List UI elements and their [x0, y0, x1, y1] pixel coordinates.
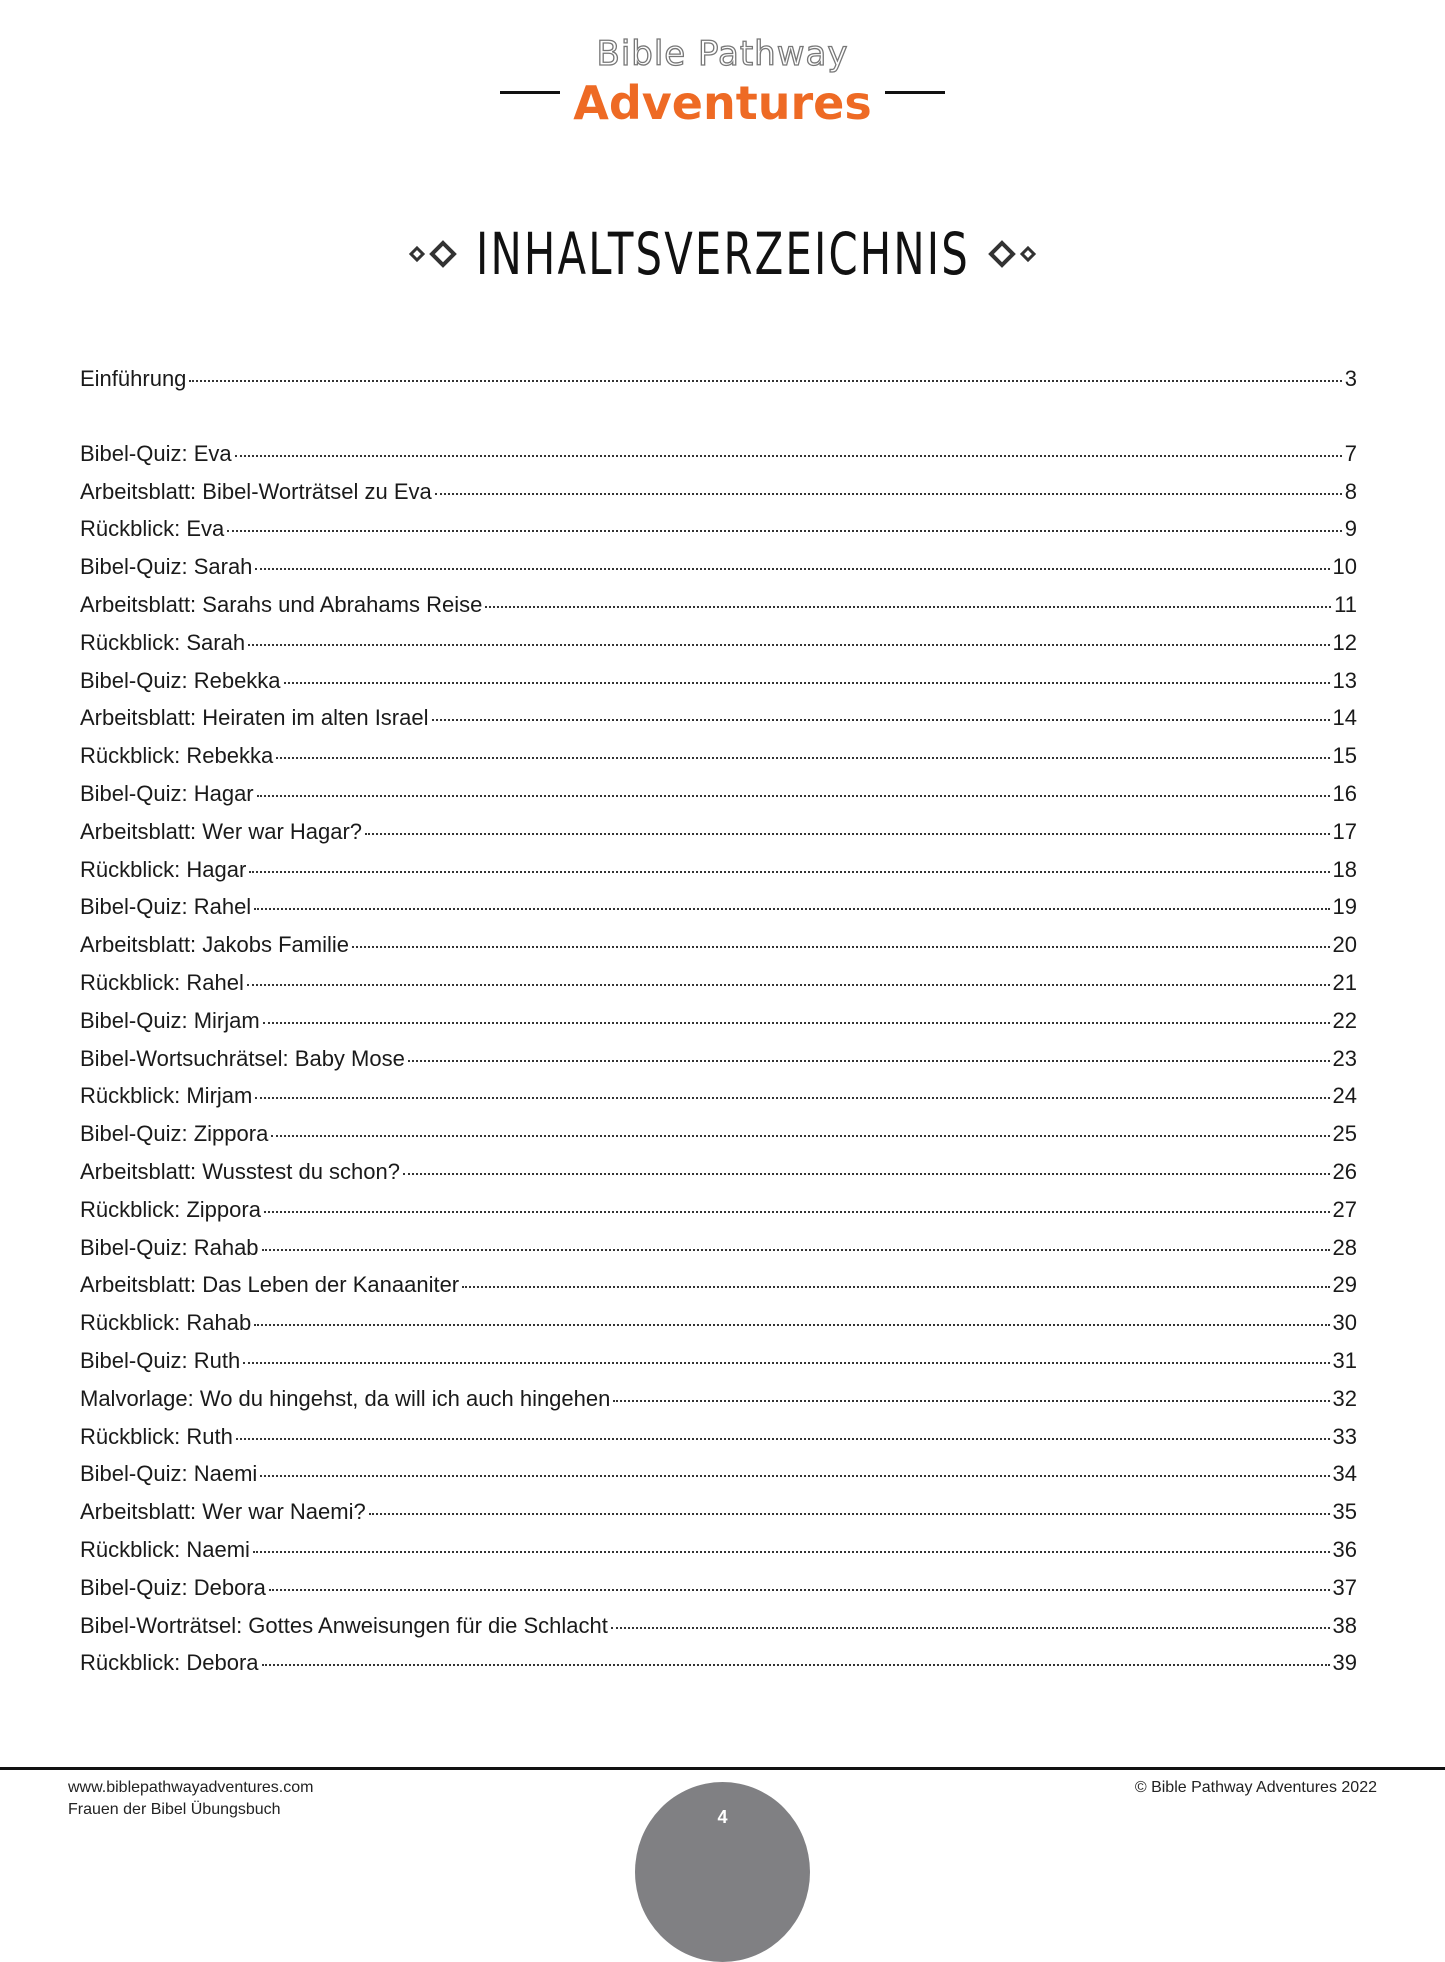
- toc-entry-page: 3: [1344, 366, 1357, 391]
- toc-entry-page: 23: [1332, 1045, 1357, 1071]
- toc-entry-label: Rückblick: Rahab: [80, 1310, 252, 1336]
- dot-leader: [435, 493, 1342, 495]
- dot-leader: [236, 1438, 1330, 1440]
- toc-entry-page: 8: [1344, 478, 1357, 504]
- toc-entry-label: Bibel-Wortsuchrätsel: Baby Mose: [80, 1045, 405, 1071]
- toc-entry[interactable]: [80, 970, 1357, 1008]
- toc-entry-label: Rückblick: Zippora: [80, 1196, 261, 1222]
- toc-entry-label: Arbeitsblatt: Wer war Hagar?: [80, 818, 363, 844]
- toc-entry-label: Rückblick: Ruth: [80, 1423, 233, 1449]
- toc-entry-label: Bibel-Quiz: Hagar: [80, 780, 254, 806]
- toc-entry[interactable]: [80, 592, 1357, 630]
- toc-entry-page: 15: [1332, 743, 1357, 769]
- page-title-block: [0, 220, 1445, 288]
- page-title: INHALTSVERZEICHNIS: [475, 220, 970, 288]
- toc-entry-page: 24: [1332, 1083, 1357, 1109]
- toc-entry-page: 29: [1332, 1272, 1357, 1298]
- toc-entry-page: 33: [1332, 1423, 1357, 1449]
- toc-entry-page: 17: [1332, 818, 1357, 844]
- dot-leader: [263, 1022, 1330, 1024]
- toc-entry-page: 10: [1332, 554, 1357, 580]
- toc-entry-page: 22: [1332, 1007, 1357, 1033]
- toc-entry-label: Bibel-Quiz: Rebekka: [80, 667, 281, 693]
- dot-leader: [260, 1475, 1329, 1477]
- dot-leader: [253, 1551, 1330, 1553]
- toc-entry-page: 16: [1332, 780, 1357, 806]
- dot-leader: [462, 1286, 1329, 1288]
- toc-entry[interactable]: [80, 819, 1357, 857]
- toc-entry-page: 38: [1332, 1612, 1357, 1638]
- toc-entry-page: 35: [1332, 1499, 1357, 1525]
- toc-entry-page: 13: [1332, 667, 1357, 693]
- dot-leader: [249, 871, 1329, 873]
- toc-entry-intro[interactable]: [80, 366, 1357, 404]
- toc-entry-label: Rückblick: Rahel: [80, 969, 244, 995]
- toc-entry-page: 31: [1332, 1347, 1357, 1373]
- toc-entry-label: Rückblick: Debora: [80, 1650, 259, 1676]
- dot-leader: [189, 380, 1341, 382]
- toc-entry[interactable]: [80, 705, 1357, 743]
- footer-copyright: © Bible Pathway Adventures 2022: [1134, 1779, 1377, 1796]
- toc-entry[interactable]: [80, 1046, 1357, 1084]
- toc-entry-page: 36: [1332, 1536, 1357, 1562]
- toc-entry-label: Bibel-Quiz: Eva: [80, 440, 232, 466]
- toc-entry-label: Rückblick: Naemi: [80, 1536, 250, 1562]
- dot-leader: [257, 795, 1330, 797]
- toc-entry[interactable]: [80, 1424, 1357, 1462]
- toc-entry-page: 27: [1332, 1196, 1357, 1222]
- page-number: 4: [717, 1807, 728, 1827]
- dot-leader: [403, 1173, 1330, 1175]
- toc-entry-page: 14: [1332, 705, 1357, 731]
- toc-entry[interactable]: [80, 1650, 1357, 1688]
- toc-entry-page: 19: [1332, 894, 1357, 920]
- toc-entry-page: 34: [1332, 1461, 1357, 1487]
- toc-entry-page: 20: [1332, 932, 1357, 958]
- dot-leader: [408, 1060, 1330, 1062]
- toc-entry[interactable]: [80, 441, 1357, 479]
- dot-leader: [276, 757, 1329, 759]
- toc-entry[interactable]: [80, 630, 1357, 668]
- toc-entry-label: Bibel-Quiz: Naemi: [80, 1461, 258, 1487]
- toc-entry[interactable]: [80, 1008, 1357, 1046]
- dot-leader: [247, 984, 1330, 986]
- toc-entry[interactable]: [80, 1083, 1357, 1121]
- toc-entry-page: 7: [1344, 440, 1357, 466]
- toc-entry-page: 26: [1332, 1158, 1357, 1184]
- toc-entry-label: Bibel-Quiz: Sarah: [80, 554, 253, 580]
- toc-entry[interactable]: [80, 894, 1357, 932]
- toc-entry-label: Einführung: [80, 366, 187, 391]
- toc-entry-label: Bibel-Quiz: Zippora: [80, 1121, 269, 1147]
- dot-leader: [255, 568, 1329, 570]
- toc-entry[interactable]: [80, 1499, 1357, 1537]
- toc-entry[interactable]: [80, 1310, 1357, 1348]
- dot-leader: [262, 1664, 1330, 1666]
- toc-entry-page: 18: [1332, 856, 1357, 882]
- table-of-contents: [80, 366, 1357, 1688]
- dot-leader: [613, 1400, 1329, 1402]
- toc-entry-label: Bibel-Quiz: Ruth: [80, 1347, 241, 1373]
- toc-entry-page: 21: [1332, 969, 1357, 995]
- toc-entry-label: Arbeitsblatt: Das Leben der Kanaaniter: [80, 1272, 460, 1298]
- toc-entry-label: Rückblick: Hagar: [80, 856, 247, 882]
- toc-entry-label: Rückblick: Mirjam: [80, 1083, 253, 1109]
- dot-leader: [369, 1513, 1330, 1515]
- dot-leader: [271, 1135, 1329, 1137]
- toc-entry-label: Bibel-Quiz: Mirjam: [80, 1007, 260, 1033]
- dot-leader: [485, 606, 1331, 608]
- toc-entry-label: Arbeitsblatt: Jakobs Familie: [80, 932, 349, 958]
- dot-leader: [254, 1324, 1329, 1326]
- dot-leader: [254, 908, 1329, 910]
- toc-entry-label: Arbeitsblatt: Heiraten im alten Israel: [80, 705, 429, 731]
- logo-line2: Adventures: [573, 76, 872, 130]
- toc-entry[interactable]: [80, 1272, 1357, 1310]
- toc-entry-page: 11: [1334, 591, 1357, 617]
- footer-rule: [0, 1767, 1445, 1770]
- toc-entry[interactable]: [80, 781, 1357, 819]
- dot-leader: [365, 833, 1329, 835]
- diamond-ornament-icon: [980, 239, 1040, 269]
- toc-entry-page: 25: [1332, 1121, 1357, 1147]
- toc-entry[interactable]: [80, 1197, 1357, 1235]
- toc-entry[interactable]: [80, 932, 1357, 970]
- toc-entry-page: 30: [1332, 1310, 1357, 1336]
- dot-leader: [352, 946, 1330, 948]
- dot-leader: [248, 644, 1329, 646]
- toc-entry-label: Rückblick: Sarah: [80, 629, 246, 655]
- toc-entry-page: 39: [1332, 1650, 1357, 1676]
- toc-entry-label: Arbeitsblatt: Wusstest du schon?: [80, 1158, 400, 1184]
- toc-entry[interactable]: [80, 743, 1357, 781]
- dot-leader: [284, 682, 1330, 684]
- logo-line1: Bible Pathway: [596, 34, 849, 74]
- toc-entry-page: 37: [1332, 1574, 1357, 1600]
- toc-entry[interactable]: [80, 1613, 1357, 1651]
- toc-entry[interactable]: [80, 1121, 1357, 1159]
- footer-website[interactable]: www.biblepathwayadventures.com: [68, 1779, 314, 1796]
- dot-leader: [262, 1249, 1330, 1251]
- toc-entry[interactable]: [80, 1461, 1357, 1499]
- toc-entry[interactable]: [80, 1348, 1357, 1386]
- dot-leader: [264, 1211, 1330, 1213]
- dot-leader: [611, 1627, 1330, 1629]
- toc-entry[interactable]: [80, 668, 1357, 706]
- toc-entry[interactable]: [80, 554, 1357, 592]
- toc-entry[interactable]: [80, 1537, 1357, 1575]
- toc-entry[interactable]: [80, 857, 1357, 895]
- dot-leader: [235, 455, 1342, 457]
- toc-entry-page: 9: [1344, 516, 1357, 542]
- toc-entry-label: Arbeitsblatt: Bibel-Worträtsel zu Eva: [80, 478, 432, 504]
- toc-entry-label: Malvorlage: Wo du hingehst, da will ich auch hingehen: [80, 1385, 611, 1411]
- footer-book-title: Frauen der Bibel Übungsbuch: [68, 1801, 281, 1818]
- toc-entry[interactable]: [80, 1386, 1357, 1424]
- dot-leader: [243, 1362, 1329, 1364]
- dot-leader: [432, 719, 1330, 721]
- toc-entry-label: Arbeitsblatt: Wer war Naemi?: [80, 1499, 366, 1525]
- toc-entry-label: Bibel-Quiz: Debora: [80, 1574, 266, 1600]
- toc-entry-label: Rückblick: Eva: [80, 516, 225, 542]
- dot-leader: [269, 1589, 1330, 1591]
- toc-entry[interactable]: [80, 1159, 1357, 1197]
- dot-leader: [227, 530, 1341, 532]
- toc-entry[interactable]: [80, 1235, 1357, 1273]
- brand-logo: [0, 34, 1445, 130]
- toc-entry-page: 32: [1332, 1385, 1357, 1411]
- toc-entry-page: 12: [1332, 629, 1357, 655]
- toc-entry-page: 28: [1332, 1234, 1357, 1260]
- diamond-ornament-icon: [405, 239, 465, 269]
- toc-entry-label: Rückblick: Rebekka: [80, 743, 274, 769]
- dot-leader: [255, 1097, 1329, 1099]
- toc-entry-label: Arbeitsblatt: Sarahs und Abrahams Reise: [80, 591, 483, 617]
- toc-entry[interactable]: [80, 1575, 1357, 1613]
- toc-entry[interactable]: [80, 516, 1357, 554]
- toc-entry-label: Bibel-Quiz: Rahab: [80, 1234, 259, 1260]
- toc-entry-label: Bibel-Quiz: Rahel: [80, 894, 252, 920]
- toc-entry-label: Bibel-Worträtsel: Gottes Anweisungen für die Schlacht: [80, 1612, 608, 1638]
- toc-entry[interactable]: [80, 479, 1357, 517]
